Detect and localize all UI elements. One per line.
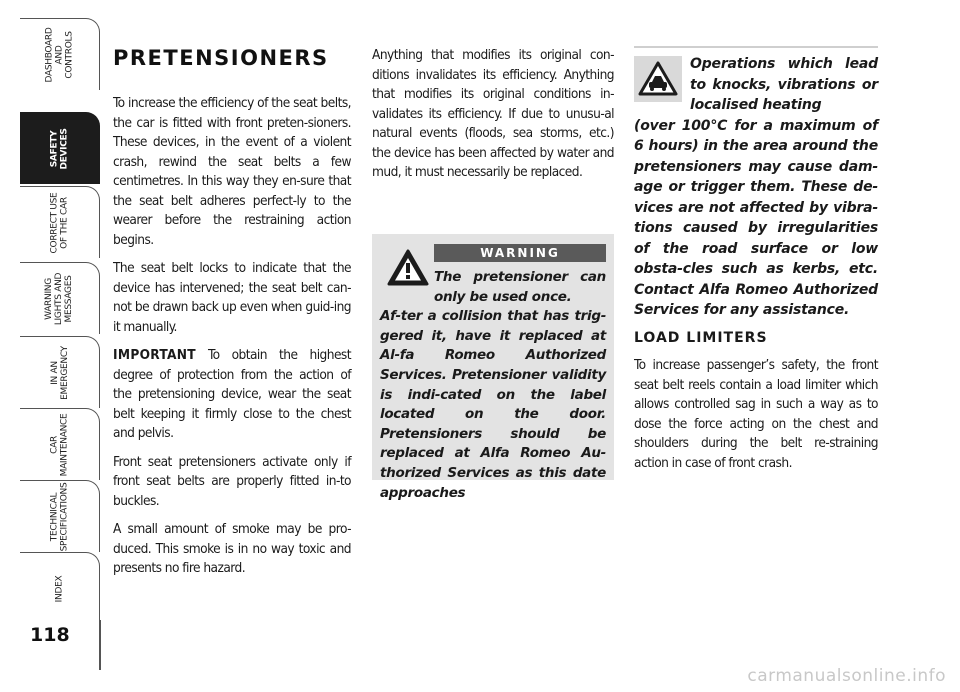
tab-warning-lights-and-messages[interactable]	[20, 262, 100, 334]
tab-car-maintenance[interactable]	[20, 408, 100, 480]
tab-correct-use-of-the-car[interactable]	[20, 186, 100, 258]
tab-dashboard-and-controls[interactable]	[20, 18, 100, 90]
tab-label: INDEX	[54, 575, 65, 602]
paragraph: Front seat pretensioners activate only if front seat belts are properly fitted in-to buckles.	[113, 453, 351, 509]
sidebar-divider	[99, 620, 101, 670]
warning-lead: The pretensioner can only be used once.	[434, 269, 606, 305]
watermark: carmanualsonline.info	[747, 666, 946, 686]
tab-index[interactable]	[20, 552, 100, 624]
caution-body: (over 100°C for a maximum of 6 hours) in the area around the pretensioners may cause dam-age or trigger them. These de-vices are not affected by vibra-tions caused by irregularities of the road surface or low obsta-cles such as kerbs, etc. Contact Alfa Romeo Authorized Services for any assistance.	[634, 117, 878, 318]
important-text: To obtain the highest degree of protection from the action of the pretensioning device, wear the seat belt keeping it firmly close to the chest and pelvis.	[113, 347, 351, 441]
warning-text	[380, 268, 606, 503]
paragraph: A small amount of smoke may be pro-duced. This smoke is in no way toxic and presents no fire hazard.	[113, 521, 351, 576]
caution-divider	[634, 46, 878, 48]
warning-header: WARNING	[434, 244, 606, 262]
paragraph-important	[113, 346, 351, 444]
tab-label: CORRECT USE OF THE CAR	[49, 192, 70, 253]
paragraph: To increase passenger’s safety, the front seat belt reels contain a load limiter which allows controlled sag in such a way as to dose the force acting on the chest and shoulders during the belt re-straining action in case of front crash.	[634, 357, 878, 471]
paragraph: The seat belt locks to indicate that the device has intervened; the seat belt can-not be drawn back up even when guid-ing it manually.	[113, 260, 351, 335]
tab-label: DASHBOARD AND CONTROLS	[44, 27, 75, 82]
paragraph: Anything that modifies its original con-ditions invalidates its efficiency. Anything that modifies its original conditions in-validates its efficiency. If due to unusu-al natural events (floods, sea storms, etc.) the device has been affected by water and mud, it must necessarily be replaced.	[372, 47, 614, 180]
tab-safety-devices[interactable]	[20, 112, 100, 184]
caution-lead: Operations which lead to knocks, vibrations or localised heating	[690, 56, 878, 113]
tab-label: TECHNICAL SPECIFICATIONS	[49, 482, 70, 551]
load-limiters-text	[634, 356, 878, 482]
page-number: 118	[30, 624, 70, 646]
chapter-sidebar	[0, 0, 100, 692]
page-title: PRETENSIONERS	[113, 46, 329, 70]
important-label: IMPORTANT	[113, 347, 196, 363]
tab-in-an-emergency[interactable]	[20, 336, 100, 408]
tab-label: WARNING LIGHTS AND MESSAGES	[44, 272, 75, 325]
column-continued	[372, 46, 614, 192]
warning-box	[372, 234, 614, 501]
section-heading-load-limiters: LOAD LIMITERS	[634, 330, 768, 346]
warning-body: Af-ter a collision that has trig-gered it, have it replaced at Al-fa Romeo Authorized Services. Pretensioner validity is indi-cated on the label located on the door. Pretensioners should be replaced at Alfa Romeo Au-thorized Services as this date approaches	[380, 308, 606, 501]
caution-text	[634, 54, 878, 321]
paragraph: To increase the efficiency of the seat belts, the car is fitted with front preten-sioners. These devices, in the event of a violent crash, rewind the seat belts a few centimetres. In this way they en-sure that the seat belt adheres perfect-ly to the wearer before the restraining action begins.	[113, 95, 351, 248]
tab-label: SAFETY DEVICES	[49, 127, 70, 170]
tab-label: IN AN EMERGENCY	[49, 345, 70, 400]
column-pretensioners	[113, 46, 351, 588]
tab-technical-specifications[interactable]	[20, 480, 100, 552]
tab-label: CAR MAINTENANCE	[49, 413, 70, 476]
